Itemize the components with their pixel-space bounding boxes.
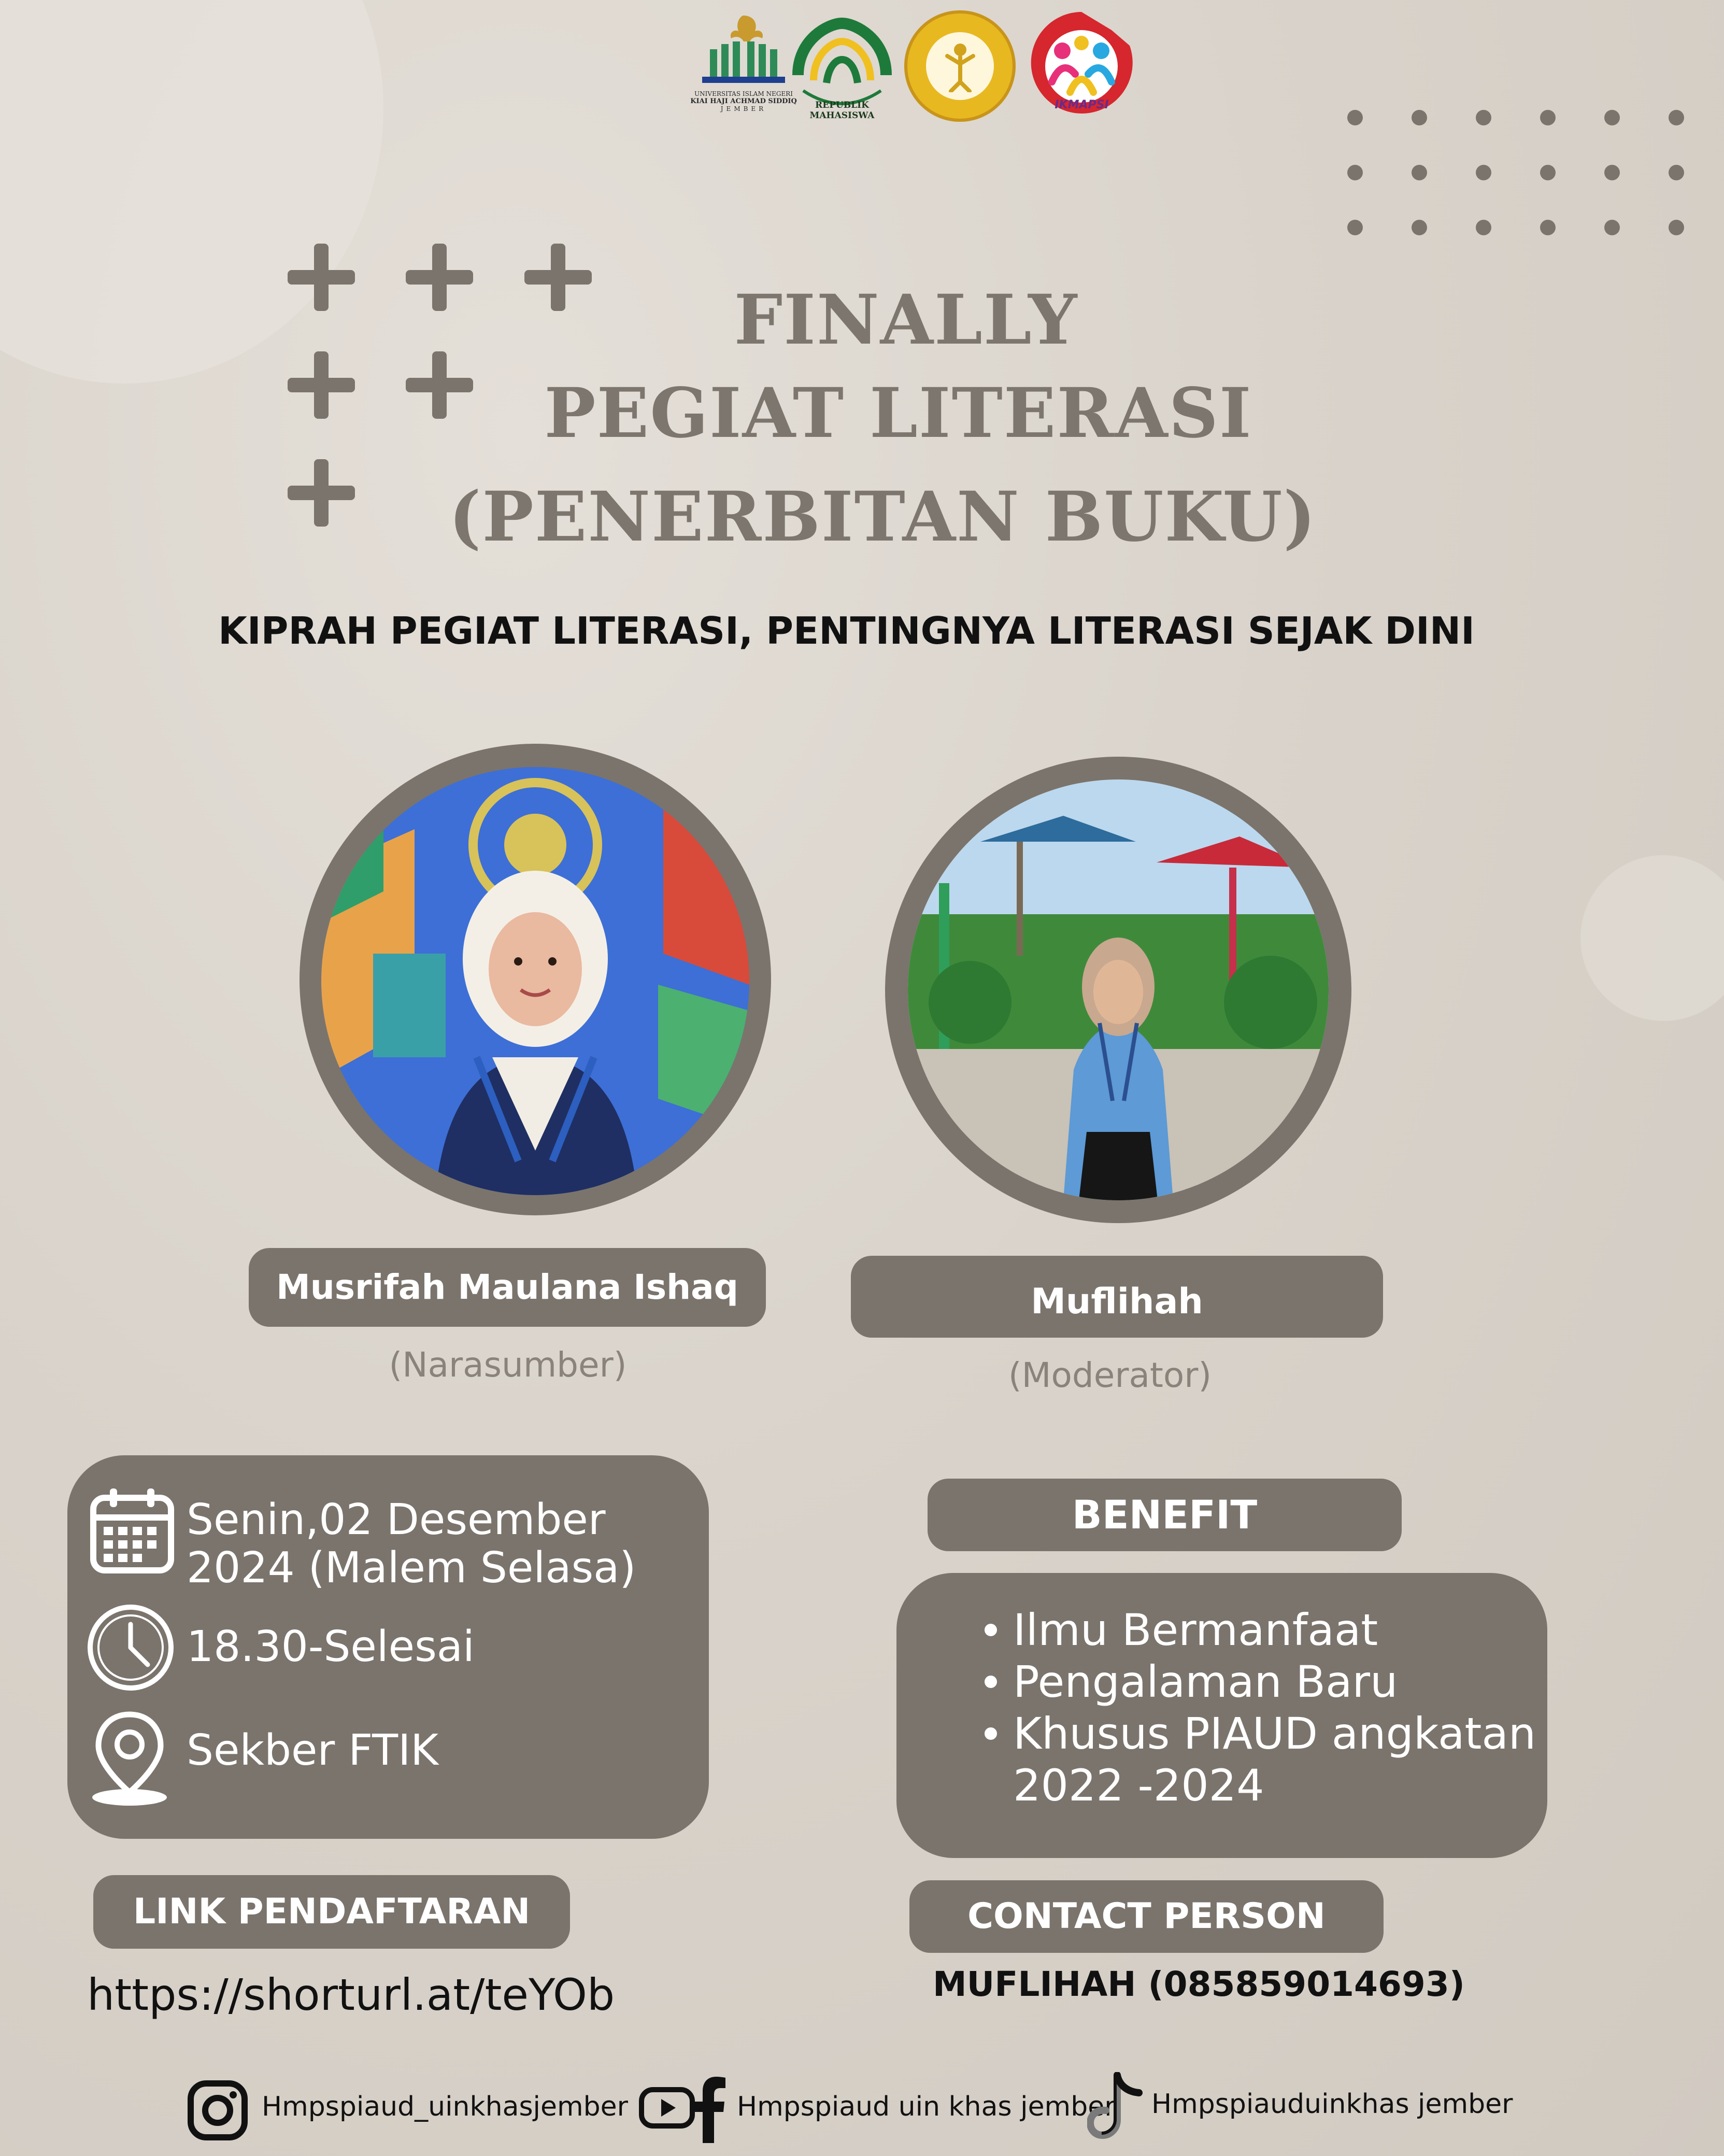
title-line-2: PEGIAT LITERASI	[544, 373, 1252, 453]
background-circle-small	[1580, 855, 1724, 1021]
title-line-3: (PENERBITAN BUKU)	[449, 477, 1317, 557]
tiktok-icon[interactable]	[1087, 2072, 1144, 2142]
ikmapsi-text: IKMAPSI	[1055, 98, 1109, 111]
registration-link[interactable]: https://shorturl.at/teYOb	[87, 1969, 615, 2020]
contact-heading: CONTACT PERSON	[909, 1880, 1384, 1953]
speaker-photo	[321, 767, 749, 1195]
republik-mahasiswa-text: REPUBLIK MAHASISWA	[809, 100, 875, 121]
location-pin-icon	[88, 1709, 171, 1808]
ikmapsi-logo	[1029, 9, 1135, 121]
himpunan-logo	[904, 10, 1016, 122]
decorative-dot	[1669, 110, 1684, 125]
instagram-icon[interactable]	[187, 2079, 249, 2141]
decorative-dot	[1347, 110, 1363, 125]
decorative-dot	[1604, 165, 1620, 180]
event-date-line1: Senin,02 Desember	[187, 1495, 606, 1544]
decorative-dot	[1669, 165, 1684, 180]
decorative-dot	[1412, 110, 1427, 125]
instagram-handle[interactable]: Hmpspiaud_uinkhasjember	[262, 2091, 629, 2122]
decorative-dot	[1476, 165, 1491, 180]
benefit-item-continuation: 2022 -2024	[1013, 1760, 1264, 1811]
event-date-line2: 2024 (Malem Selasa)	[187, 1543, 636, 1593]
calendar-icon	[88, 1486, 176, 1575]
decorative-dot	[1412, 220, 1427, 235]
university-logo-line1: UNIVERSITAS ISLAM NEGERI	[694, 90, 793, 97]
event-place: Sekber FTIK	[187, 1726, 439, 1775]
title-line-1: FINALLY	[734, 280, 1078, 360]
decorative-dot	[1604, 110, 1620, 125]
decorative-dot	[1412, 165, 1427, 180]
moderator-name-pill: Muflihah	[851, 1256, 1383, 1338]
moderator-photo	[908, 779, 1329, 1200]
decorative-dot	[1540, 165, 1556, 180]
clock-icon	[86, 1602, 176, 1693]
subtitle: KIPRAH PEGIAT LITERASI, PENTINGNYA LITERASI SEJAK DINI	[218, 609, 1475, 653]
decorative-dot	[1476, 220, 1491, 235]
university-logo-line2: KIAI HAJI ACHMAD SIDDIQ	[690, 97, 797, 105]
benefit-item: Khusus PIAUD angkatan	[985, 1708, 1536, 1760]
benefit-list	[985, 1604, 1536, 1811]
decorative-dot	[1347, 165, 1363, 180]
benefit-heading: BENEFIT	[928, 1479, 1402, 1551]
decorative-dot	[1540, 220, 1556, 235]
contact-value: MUFLIHAH (085859014693)	[933, 1964, 1465, 2004]
decorative-dot	[1669, 220, 1684, 235]
registration-heading: LINK PENDAFTARAN	[93, 1875, 570, 1949]
youtube-facebook-handle[interactable]: Hmpspiaud uin khas jember	[737, 2091, 1116, 2122]
speaker-role: (Narasumber)	[389, 1345, 627, 1385]
university-logo-line3: JEMBER	[720, 105, 767, 112]
moderator-role: (Moderator)	[1008, 1355, 1212, 1395]
tiktok-handle[interactable]: Hmpspiauduinkhas jember	[1151, 2089, 1513, 2120]
university-logo	[690, 10, 797, 119]
republik-mahasiswa-logo	[788, 13, 896, 122]
decorative-dot	[1540, 110, 1556, 125]
facebook-icon[interactable]	[694, 2076, 725, 2143]
event-time: 18.30-Selesai	[187, 1622, 475, 1671]
benefit-item: Pengalaman Baru	[985, 1656, 1536, 1708]
speaker-name-pill: Musrifah Maulana Ishaq	[249, 1248, 766, 1327]
decorative-dot	[1347, 220, 1363, 235]
youtube-icon[interactable]	[638, 2084, 695, 2131]
decorative-dot	[1476, 110, 1491, 125]
benefit-item: Ilmu Bermanfaat	[985, 1604, 1536, 1656]
decorative-dot	[1604, 220, 1620, 235]
